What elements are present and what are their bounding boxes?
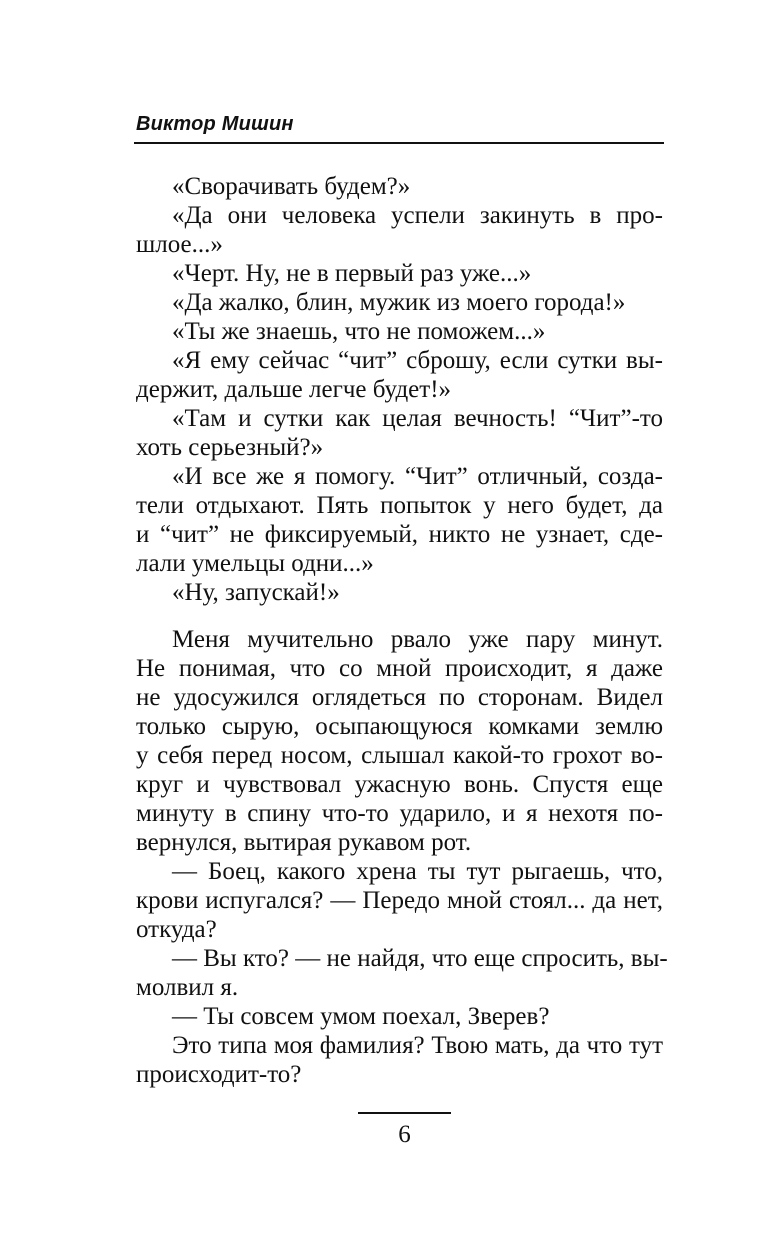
page-number: 6 — [398, 1121, 411, 1148]
text-line: — Вы кто? — не найдя, что еще спросить, вы- — [172, 945, 668, 972]
text-line: шлое...» — [136, 231, 223, 258]
text-line: и “чит” не фиксируемый, никто не узнает, сде- — [136, 521, 663, 548]
text-line: откуда? — [136, 916, 217, 943]
text-line: «Да жалко, блин, мужик из моего города!» — [172, 289, 626, 316]
text-line: «Черт. Ну, не в первый раз уже...» — [172, 260, 532, 287]
text-line: молвил я. — [136, 974, 239, 1001]
text-line: «Ты же знаешь, что не поможем...» — [172, 318, 546, 345]
paragraph — [136, 346, 663, 404]
text-line: Не понимая, что со мной происходит, я даже — [136, 655, 663, 682]
text-line: Это типа моя фамилия? Твою мать, да что тут — [172, 1032, 663, 1059]
paragraph — [136, 578, 663, 607]
paragraph — [136, 857, 663, 944]
text-line: «Да они человека успели закинуть в про- — [172, 202, 663, 229]
text-line: «Сворачивать будем?» — [172, 173, 411, 200]
text-line: вернулся, вытирая рукавом рот. — [136, 829, 472, 856]
text-line: лали умельцы одни...» — [136, 550, 374, 577]
paragraph — [136, 404, 663, 462]
paragraph — [136, 259, 663, 288]
text-line: «Я ему сейчас “чит” сброшу, если сутки вы- — [172, 347, 663, 374]
text-line: крови испугался? — Передо мной стоял... да нет, — [136, 887, 663, 914]
text-line: «Ну, запускай!» — [172, 579, 340, 606]
text-line: минуту в спину что-то ударило, и я нехотя по- — [136, 800, 663, 827]
text-line: не удосужился оглядеться по сторонам. Видел — [136, 684, 663, 711]
text-line: у себя перед носом, слышал какой-то грохот во- — [136, 742, 663, 769]
text-line: «И все же я помогу. “Чит” отличный, созда- — [172, 463, 663, 490]
text-line: — Ты совсем умом поехал, Зверев? — [172, 1003, 550, 1030]
paragraph — [136, 317, 663, 346]
text-line: держит, дальше легче будет!» — [136, 376, 452, 403]
text-line: Меня мучительно рвало уже пару минут. — [172, 626, 663, 653]
paragraph — [136, 172, 663, 201]
running-head-author: Виктор Мишин — [136, 113, 294, 135]
paragraph — [136, 944, 668, 1002]
footer-rule — [358, 1112, 451, 1114]
text-line: тели отдыхают. Пять попыток у него будет, да — [136, 492, 663, 519]
text-line: хоть серьезный?» — [136, 434, 324, 461]
paragraph — [136, 1031, 663, 1089]
dialogue-block — [136, 172, 663, 607]
paragraph — [136, 201, 663, 259]
text-line: круг и чувствовал ужасную вонь. Спустя еще — [136, 771, 663, 798]
paragraph — [136, 1002, 663, 1031]
paragraph — [136, 462, 663, 578]
text-line: только сырую, осыпающуюся комками землю — [136, 713, 663, 740]
header-rule — [134, 142, 664, 144]
paragraph — [136, 625, 663, 857]
text-line: происходит-то? — [136, 1061, 302, 1088]
narrative-block — [136, 625, 668, 1089]
text-line: «Там и сутки как целая вечность! “Чит”-то — [172, 405, 663, 432]
text-line: — Боец, какого хрена ты тут рыгаешь, что, — [172, 858, 663, 885]
paragraph — [136, 288, 663, 317]
